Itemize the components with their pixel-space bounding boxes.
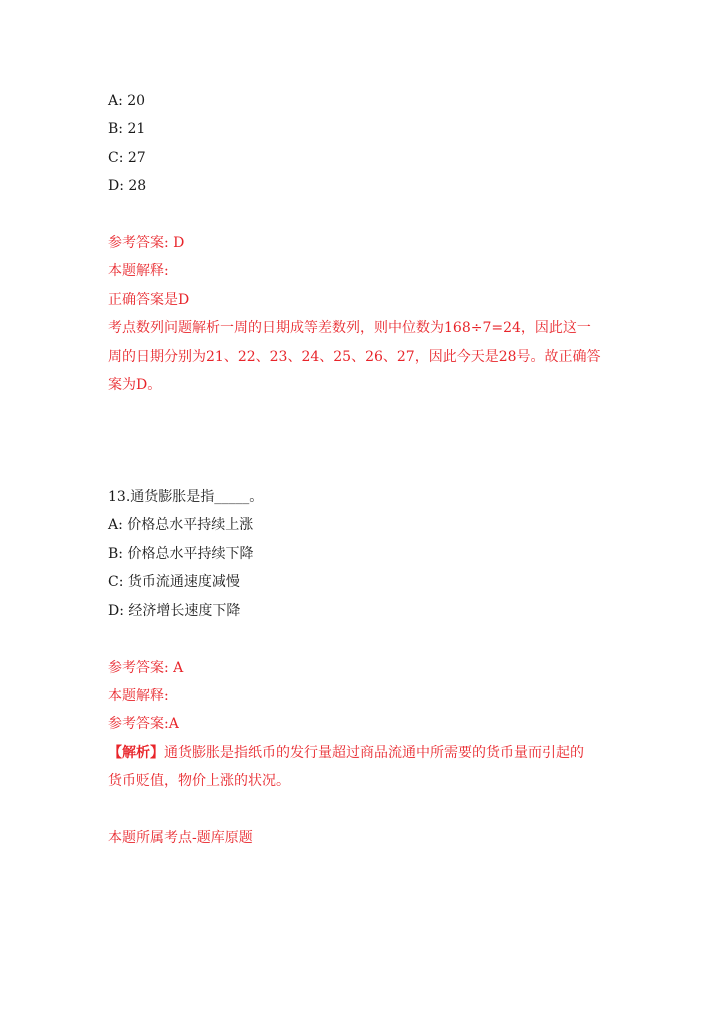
q13-explanation-tag: 【解析】 [108,745,164,761]
q12-answer-label: 参考答案: D [108,235,185,251]
q12-option-b: B: 21 [108,121,146,137]
q12-correct-answer: 正确答案是D [108,292,190,308]
q13-option-a: A: 价格总水平持续上涨 [108,517,254,533]
q12-option-c: C: 27 [108,150,146,166]
footer-note: 本题所属考点-题库原题 [108,830,253,846]
q13-explain-label: 本题解释: [108,688,169,704]
q13-option-d: D: 经济增长速度下降 [108,603,241,619]
q12-explanation-line-3: 案为D。 [108,377,162,393]
q13-option-c: C: 货币流通速度减慢 [108,574,240,590]
q13-explanation-text: 通货膨胀是指纸币的发行量超过商品流通中所需要的货币量而引起的 [164,745,584,761]
q12-option-d: D: 28 [108,178,147,194]
q13-explanation-line-1 [108,743,584,763]
q13-answer-label: 参考答案: A [108,660,184,676]
q13-question: 13.通货膨胀是指_____。 [108,489,264,505]
q13-correct-answer: 参考答案:A [108,716,179,732]
q13-explanation-line-2: 货币贬值，物价上涨的状况。 [108,773,290,789]
q12-explain-label: 本题解释: [108,263,169,279]
q13-option-b: B: 价格总水平持续下降 [108,546,254,562]
q12-explanation-line-1: 考点数列问题解析一周的日期成等差数列，则中位数为168÷7=24，因此这一 [108,320,591,336]
q12-explanation-line-2: 周的日期分别为21、22、23、24、25、26、27，因此今天是28号。故正确答 [108,349,601,365]
q12-option-a: A: 20 [108,93,146,109]
